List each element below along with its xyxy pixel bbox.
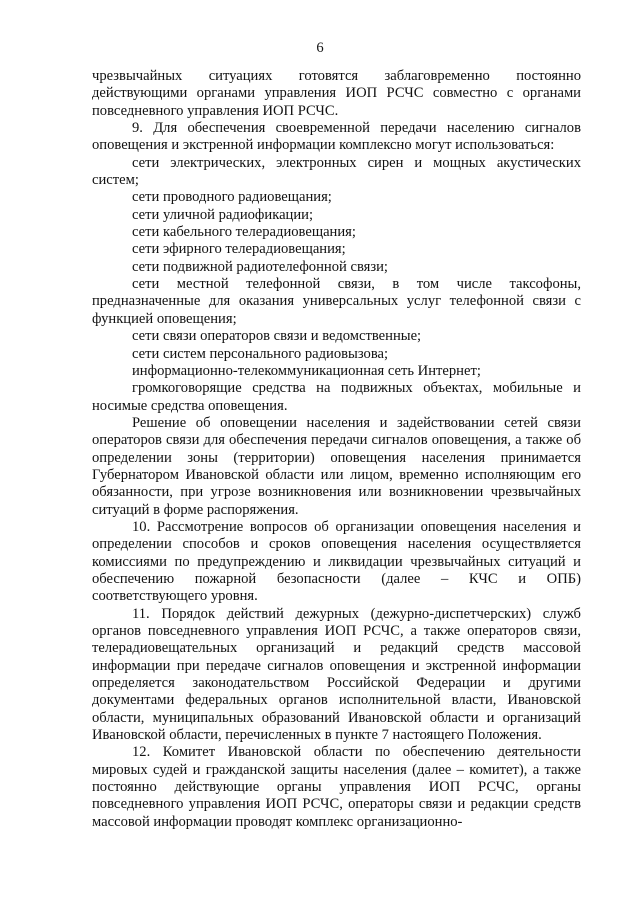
list-item: сети систем персонального радиовызова;	[132, 345, 389, 362]
document-body	[92, 68, 581, 831]
list-item: сети эфирного телерадиовещания;	[132, 241, 346, 258]
list-item: информационно-телекоммуникационная сеть Интернет;	[132, 362, 481, 379]
list-item: сети местной телефонной связи, в том числе таксофоны, предназначенные для оказания универсальных услуг телефонной связи с функцией оповещения;	[92, 276, 581, 327]
paragraph-9-intro: 9. Для обеспечения своевременной передачи населению сигналов оповещения и экстренной информации комплексно могут использоваться:	[92, 120, 581, 154]
list-item: сети электрических, электронных сирен и мощных акустических систем;	[92, 154, 581, 189]
list-item: сети связи операторов связи и ведомственные;	[132, 328, 422, 345]
paragraph-12: 12. Комитет Ивановской области по обеспечению деятельности мировых судей и гражданской защиты населения (далее – комитет), а также постоянно действующие органы управления ИОП РСЧС, органы повседневного управления ИОП РСЧС, операторы связи и редакции средств массовой информации проводят комплекс организационно-	[92, 744, 581, 830]
list-item: сети уличной радиофикации;	[132, 206, 314, 223]
list-item: сети кабельного телерадиовещания;	[132, 224, 356, 241]
list-item: сети подвижной радиотелефонной связи;	[132, 258, 388, 275]
paragraph-10: 10. Рассмотрение вопросов об организации оповещения населения и определении способов и сроков оповещения населения осуществляется комиссиями по предупреждению и ликвидации чрезвычайных ситуаций и обеспечению пожарной безопасности (далее – КЧС и ОПБ) соответствующего уровня.	[92, 518, 581, 605]
page-number: 6	[316, 40, 324, 56]
paragraph-11: 11. Порядок действий дежурных (дежурно-диспетчерских) служб органов повседневного управления ИОП РСЧС, а также операторов связи, телерадиовещательных организаций и редакций средств массовой информации при передаче сигналов оповещения и экстренной информации определяется законодательством Российской Федерации и другими документами федеральных органов исполнительной власти, Ивановской области, муниципальных образований Ивановской области и организаций Ивановской области, перечисленных в пункте 7 настоящего Положения.	[92, 605, 581, 744]
paragraph-decision: Решение об оповещении населения и задействовании сетей связи операторов связи для обеспечения передачи сигналов оповещения, а также об определении зоны (территории) оповещения населения принимается Губернатором Ивановской области или лицом, временно исполняющим его обязанности, при угрозе возникновения или возникновении чрезвычайных ситуаций в форме распоряжения.	[92, 414, 581, 518]
list-item: громкоговорящие средства на подвижных объектах, мобильные и носимые средства оповещения.	[92, 380, 581, 414]
paragraph-continuation: чрезвычайных ситуациях готовятся заблаговременно постоянно действующими органами управления ИОП РСЧС совместно с органами повседневного управления ИОП РСЧС.	[92, 68, 581, 119]
list-item: сети проводного радиовещания;	[132, 189, 332, 206]
